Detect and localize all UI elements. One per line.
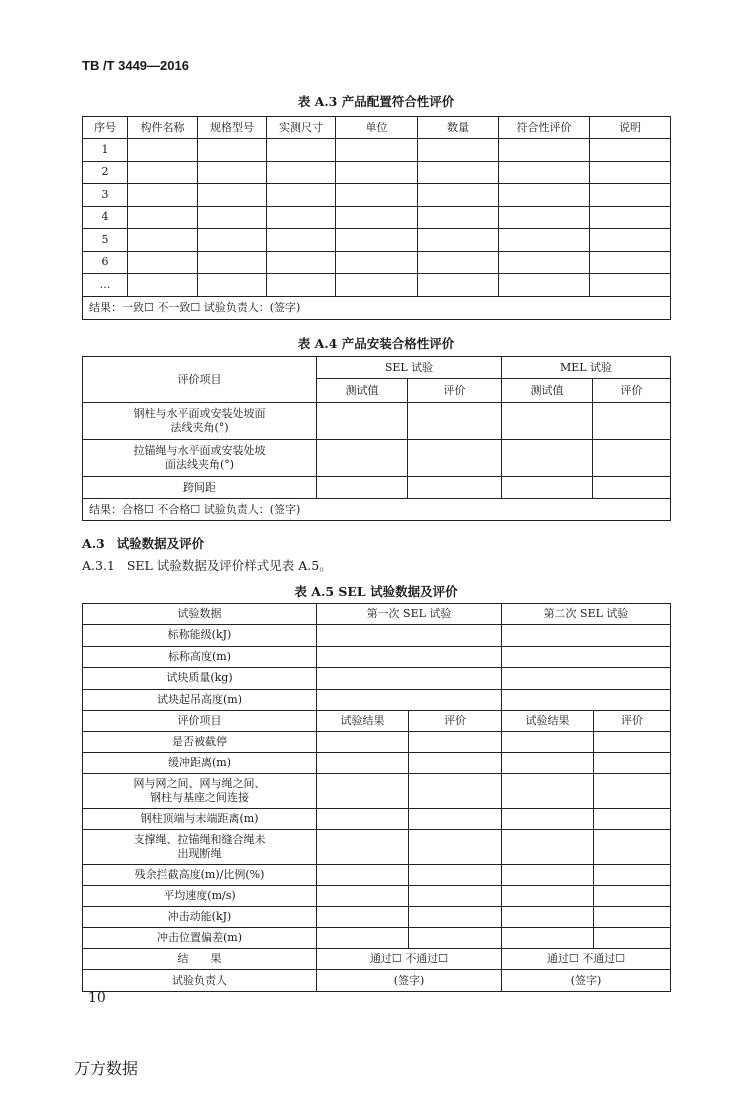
sub-header: 试验结果 (317, 711, 409, 732)
sub-header: 评价 (409, 711, 502, 732)
table-row (83, 753, 671, 774)
item-label: 钢柱顶端与末端距离(m) (83, 809, 317, 830)
header-cell: 实测尺寸 (267, 117, 336, 139)
item-label: 残余拦截高度(m)/比例(%) (83, 865, 317, 886)
group-header: SEL 试验 (317, 357, 502, 379)
row-number: 3 (83, 184, 128, 207)
table-row (83, 625, 671, 647)
table-row (83, 251, 671, 274)
table-row (83, 229, 671, 252)
header-cell: 符合性评价 (499, 117, 590, 139)
result-label: 结 果 (83, 949, 317, 970)
data-label: 标称能级(kJ) (83, 625, 317, 647)
row-number: 2 (83, 161, 128, 184)
table-footer-row (83, 296, 671, 319)
data-label: 试块质量(kg) (83, 668, 317, 690)
table-row (83, 809, 671, 830)
row-number: 1 (83, 139, 128, 162)
page-number: 10 (88, 990, 106, 1006)
table-row (83, 732, 671, 753)
result-line: 结果：一致☐ 不一致☐ 试验负责人：(签字) (83, 296, 671, 319)
table-header-row (83, 604, 671, 625)
result-value: 通过☐ 不通过☐ (317, 949, 502, 970)
table-row (83, 865, 671, 886)
table-row (83, 274, 671, 297)
table-header-row (83, 357, 671, 379)
signature-value: (签字) (502, 970, 671, 992)
item-label: 冲击动能(kJ) (83, 907, 317, 928)
sub-header: 测试值 (317, 379, 408, 403)
table-row (83, 907, 671, 928)
table-header-row (83, 117, 671, 139)
table-footer-row (83, 499, 671, 521)
table-row (83, 774, 671, 809)
table-row (83, 928, 671, 949)
table-a4 (82, 356, 671, 521)
header-cell: 规格型号 (198, 117, 267, 139)
person-label: 试验负责人 (83, 970, 317, 992)
table-row (83, 184, 671, 207)
table-row (83, 440, 671, 477)
row-number: … (83, 274, 128, 297)
standard-number: TB /T 3449—2016 (82, 58, 189, 73)
table-row (83, 403, 671, 440)
section-number: A.3 (82, 536, 105, 551)
item-label: 平均速度(m/s) (83, 886, 317, 907)
item-label: 网与网之间、网与绳之间、 钢柱与基座之间连接 (83, 774, 317, 809)
header-cell: 单位 (336, 117, 418, 139)
table-row (83, 830, 671, 865)
header-cell: 序号 (83, 117, 128, 139)
group-header: MEL 试验 (502, 357, 671, 379)
result-value: 通过☐ 不通过☐ (502, 949, 671, 970)
table-subheader-row (83, 711, 671, 732)
item-header: 评价项目 (83, 711, 317, 732)
table-row (83, 206, 671, 229)
item-label: 钢柱与水平面或安装处坡面 法线夹角(°) (83, 403, 317, 440)
table-row (83, 886, 671, 907)
sub-header: 评价 (594, 711, 671, 732)
section-title: 试验数据及评价 (116, 536, 205, 551)
header-cell: 数量 (418, 117, 499, 139)
table-row (83, 689, 671, 711)
paragraph-text: SEL 试验数据及评价样式见表 A.5。 (126, 558, 332, 573)
section-heading (82, 534, 204, 552)
sub-header: 评价 (408, 379, 502, 403)
data-label: 标称高度(m) (83, 646, 317, 668)
result-line: 结果：合格☐ 不合格☐ 试验负责人：(签字) (83, 499, 671, 521)
table-row (83, 161, 671, 184)
section-paragraph (82, 556, 332, 574)
sub-header: 试验结果 (502, 711, 594, 732)
signature-row (83, 970, 671, 992)
row-number: 6 (83, 251, 128, 274)
table-row (83, 477, 671, 499)
item-label: 冲击位置偏差(m) (83, 928, 317, 949)
signature-value: (签字) (317, 970, 502, 992)
row-number: 4 (83, 206, 128, 229)
data-label: 试块起吊高度(m) (83, 689, 317, 711)
table-row (83, 646, 671, 668)
table-a3 (82, 116, 671, 320)
item-label: 跨间距 (83, 477, 317, 499)
paragraph-number: A.3.1 (82, 558, 115, 573)
sub-header: 评价 (593, 379, 671, 403)
row-number: 5 (83, 229, 128, 252)
item-label: 是否被截停 (83, 732, 317, 753)
item-header: 评价项目 (83, 357, 317, 403)
group-header: 第一次 SEL 试验 (317, 604, 502, 625)
table-row (83, 139, 671, 162)
data-header: 试验数据 (83, 604, 317, 625)
table-a4-caption: 表 A.4 产品安装合格性评价 (297, 336, 455, 351)
item-label: 缓冲距离(m) (83, 753, 317, 774)
group-header: 第二次 SEL 试验 (502, 604, 671, 625)
item-label: 支撑绳、拉锚绳和缝合绳未 出现断绳 (83, 830, 317, 865)
table-a3-caption: 表 A.3 产品配置符合性评价 (297, 94, 455, 109)
header-cell: 说明 (590, 117, 671, 139)
header-cell: 构件名称 (128, 117, 198, 139)
table-a5 (82, 603, 671, 992)
item-label: 拉锚绳与水平面或安装处坡 面法线夹角(°) (83, 440, 317, 477)
watermark: 万方数据 (74, 1059, 139, 1078)
sub-header: 测试值 (502, 379, 593, 403)
result-row (83, 949, 671, 970)
table-row (83, 668, 671, 690)
table-a5-caption: 表 A.5 SEL 试验数据及评价 (294, 584, 458, 599)
